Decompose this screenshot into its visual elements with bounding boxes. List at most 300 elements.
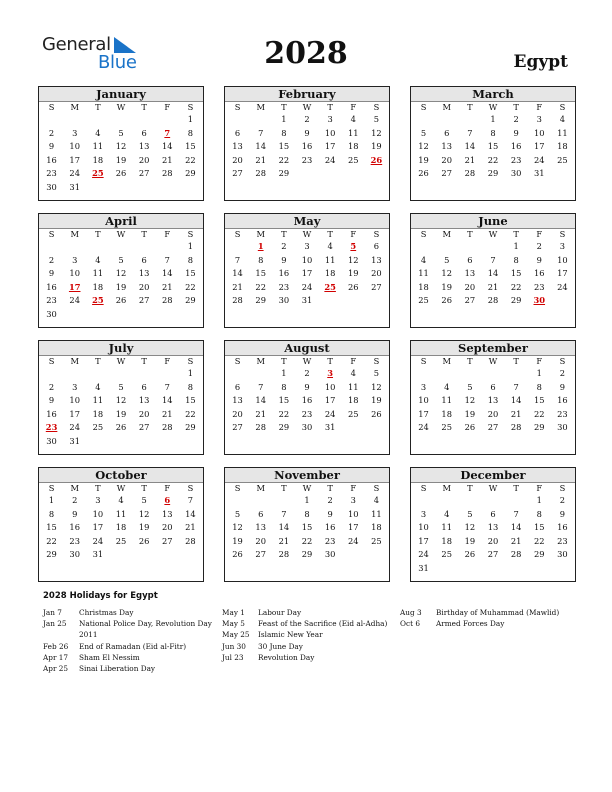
day-cell: 2: [327, 495, 333, 505]
day-cell: 17: [557, 268, 568, 278]
empty-cell: [40, 240, 63, 254]
holiday-entry: [222, 652, 397, 663]
holiday-name: End of Ramadan (Eid al-Fitr): [79, 641, 187, 651]
month-name: August: [225, 341, 389, 356]
holiday-date: Jun 30: [222, 641, 246, 651]
holiday-name: National Police Day, Revolution Day: [79, 619, 212, 629]
day-cell: 27: [138, 168, 150, 178]
holiday-entry: [222, 607, 397, 618]
day-cell: 16: [557, 395, 568, 405]
day-cell: 21: [510, 408, 522, 419]
day-cell: 13: [138, 395, 150, 405]
day-cell: 9: [72, 508, 78, 519]
day-cell: 5: [118, 127, 124, 138]
day-cell: 29: [46, 549, 57, 559]
day-cell: 4: [350, 114, 356, 124]
month-name: July: [39, 341, 203, 356]
day-cell: 23: [510, 154, 522, 165]
day-cell: 18: [441, 408, 452, 419]
weekday-header: T: [467, 483, 473, 493]
day-cell: 29: [185, 422, 196, 432]
month-june: [410, 213, 576, 328]
day-cell: 8: [48, 508, 55, 519]
day-cell: 13: [232, 141, 243, 151]
day-cell: 31: [92, 549, 104, 559]
day-cell: 14: [487, 268, 499, 278]
weekday-header: T: [141, 356, 147, 366]
weekday-header: T: [95, 483, 101, 493]
day-cell: 30: [46, 435, 57, 446]
day-cell: 22: [278, 408, 290, 419]
empty-cell: [133, 367, 156, 381]
day-cell: 4: [420, 254, 427, 265]
day-cell: 18: [92, 281, 104, 292]
holiday-date: May 1: [222, 608, 245, 617]
day-cell: 25: [441, 549, 452, 559]
day-cell: 8: [513, 254, 519, 265]
day-cell: 2: [304, 368, 310, 378]
day-cell: 15: [278, 141, 290, 151]
weekday-header: F: [350, 229, 357, 239]
weekday-header: S: [187, 229, 194, 239]
empty-cell: [435, 113, 458, 127]
day-cell: 18: [371, 522, 382, 532]
month-name: April: [39, 214, 203, 229]
weekday-header: T: [513, 356, 519, 366]
day-cell: 2: [48, 254, 55, 265]
day-cell: 27: [161, 535, 173, 546]
weekday-header: S: [373, 229, 380, 239]
weekday-header: T: [327, 229, 333, 239]
day-cell: 23: [69, 535, 80, 546]
day-cell: 11: [347, 127, 359, 138]
day-cell: 30: [557, 549, 568, 559]
weekday-header: F: [164, 229, 171, 239]
month-december: [410, 467, 576, 582]
month-name: December: [411, 468, 575, 483]
weekday-header: F: [350, 356, 357, 366]
day-cell: 19: [441, 281, 452, 292]
holiday-entry: [222, 629, 397, 640]
day-cell: 27: [487, 422, 499, 432]
weekday-header: M: [256, 102, 265, 112]
empty-cell: [435, 367, 458, 381]
day-cell: 6: [234, 127, 241, 138]
day-cell: 31: [301, 295, 313, 305]
day-cell: 12: [115, 141, 127, 151]
empty-cell: [156, 113, 179, 127]
day-cell: 30: [510, 168, 522, 178]
day-cell: 29: [255, 295, 266, 305]
day-cell: 20: [138, 154, 150, 165]
month-march: [410, 86, 576, 201]
day-cell: 22: [487, 154, 499, 165]
day-cell: 12: [347, 254, 359, 265]
day-cell: 4: [95, 381, 101, 392]
day-cell: 10: [324, 127, 336, 138]
day-cell: 23: [46, 295, 57, 305]
country-label: Egypt: [513, 52, 568, 72]
empty-cell: [249, 113, 272, 127]
day-cell: 6: [444, 127, 450, 138]
day-cell: 1: [187, 241, 194, 251]
day-cell: 14: [161, 141, 173, 151]
day-cell: 21: [487, 281, 499, 292]
weekday-header: F: [350, 483, 357, 493]
weekday-header: S: [234, 229, 241, 239]
day-cell: 3: [536, 114, 542, 124]
day-cell: 23: [557, 408, 568, 419]
page-title-year: 2028: [264, 36, 348, 71]
day-cell: 6: [234, 381, 241, 392]
day-cell: 21: [185, 522, 196, 532]
day-cell: 10: [301, 254, 313, 265]
day-cell: 6: [373, 241, 380, 251]
day-cell: 12: [138, 508, 150, 519]
day-cell: 5: [141, 495, 147, 505]
month-name: November: [225, 468, 389, 483]
empty-cell: [40, 113, 63, 127]
month-name: September: [411, 341, 575, 356]
day-cell: 3: [72, 254, 78, 265]
day-cell: 22: [533, 408, 545, 419]
day-cell: 26: [464, 422, 476, 432]
day-cell: 3: [304, 241, 310, 251]
day-cell: 8: [281, 127, 287, 138]
weekday-header: T: [327, 356, 333, 366]
holiday-entry: [43, 663, 218, 674]
day-cell: 17: [69, 154, 80, 165]
weekday-header: T: [281, 102, 287, 112]
day-cell: 24: [347, 535, 359, 546]
holiday-entry: [400, 607, 570, 618]
day-cell: 25: [441, 422, 452, 432]
weekday-header: M: [70, 356, 79, 366]
day-cell: 11: [347, 381, 359, 392]
day-cell: 18: [347, 395, 359, 405]
holiday-name: Sham El Nessim: [79, 652, 140, 662]
month-days-grid: [39, 102, 203, 194]
empty-cell: [458, 494, 481, 508]
holiday-day-cell: 30: [533, 295, 546, 305]
holiday-day-cell: 26: [370, 154, 383, 165]
day-cell: 14: [464, 141, 476, 151]
day-cell: 28: [510, 549, 522, 559]
day-cell: 15: [46, 522, 57, 532]
day-cell: 12: [371, 127, 382, 138]
empty-cell: [505, 367, 528, 381]
day-cell: 8: [187, 381, 194, 392]
day-cell: 25: [92, 422, 104, 432]
holiday-day-cell: 25: [92, 295, 104, 305]
day-cell: 22: [278, 154, 290, 165]
day-cell: 3: [95, 495, 101, 505]
day-cell: 20: [487, 535, 499, 546]
day-cell: 24: [69, 168, 80, 178]
day-cell: 28: [161, 168, 173, 178]
day-cell: 28: [185, 535, 196, 546]
day-cell: 7: [281, 508, 287, 519]
day-cell: 12: [115, 395, 127, 405]
day-cell: 17: [533, 141, 545, 151]
day-cell: 22: [46, 535, 57, 546]
weekday-header: T: [513, 102, 519, 112]
weekday-header: M: [70, 102, 79, 112]
holiday-day-cell: 3: [327, 368, 334, 378]
month-days-grid: [411, 483, 575, 575]
day-cell: 9: [559, 508, 566, 519]
day-cell: 9: [513, 127, 519, 138]
empty-cell: [109, 240, 132, 254]
holiday-date: Feb 26: [43, 641, 69, 651]
day-cell: 31: [69, 435, 80, 446]
day-cell: 6: [490, 508, 496, 519]
weekday-header: F: [164, 102, 171, 112]
day-cell: 16: [324, 522, 336, 532]
day-cell: 20: [487, 408, 499, 419]
day-cell: 13: [487, 395, 499, 405]
empty-cell: [86, 367, 109, 381]
weekday-header: S: [48, 356, 55, 366]
day-cell: 2: [304, 114, 310, 124]
day-cell: 29: [487, 168, 499, 178]
weekday-header: F: [536, 483, 543, 493]
day-cell: 19: [371, 141, 382, 151]
empty-cell: [40, 367, 63, 381]
day-cell: 14: [278, 522, 290, 532]
day-cell: 10: [92, 508, 104, 519]
day-cell: 26: [464, 549, 476, 559]
month-name: October: [39, 468, 203, 483]
day-cell: 1: [187, 368, 194, 378]
day-cell: 16: [301, 395, 313, 405]
day-cell: 5: [420, 127, 427, 138]
day-cell: 10: [533, 127, 545, 138]
day-cell: 16: [278, 268, 290, 278]
day-cell: 11: [324, 254, 336, 265]
day-cell: 7: [164, 254, 170, 265]
day-cell: 14: [255, 141, 266, 151]
day-cell: 21: [161, 154, 173, 165]
day-cell: 28: [278, 549, 290, 559]
day-cell: 11: [371, 508, 382, 519]
day-cell: 9: [559, 381, 566, 392]
weekday-header: T: [281, 483, 287, 493]
day-cell: 25: [418, 295, 429, 305]
weekday-header: T: [281, 356, 287, 366]
weekday-header: T: [141, 229, 147, 239]
holiday-entry: [222, 618, 397, 629]
weekday-header: T: [95, 102, 101, 112]
day-cell: 27: [232, 422, 243, 432]
day-cell: 4: [350, 368, 356, 378]
day-cell: 6: [141, 127, 147, 138]
day-cell: 2: [513, 114, 519, 124]
day-cell: 9: [536, 254, 542, 265]
month-october: [38, 467, 204, 582]
day-cell: 19: [138, 522, 150, 532]
day-cell: 29: [510, 295, 522, 305]
day-cell: 19: [115, 154, 127, 165]
holiday-name: Labour Day: [258, 608, 302, 617]
weekday-header: F: [164, 356, 171, 366]
holiday-entry: [222, 641, 397, 652]
day-cell: 27: [232, 168, 243, 178]
day-cell: 13: [138, 268, 150, 278]
weekday-header: W: [302, 229, 312, 239]
month-days-grid: [411, 102, 575, 181]
day-cell: 7: [258, 381, 264, 392]
weekday-header: S: [373, 356, 380, 366]
day-cell: 16: [557, 522, 568, 532]
day-cell: 11: [441, 395, 452, 405]
day-cell: 11: [418, 268, 429, 278]
empty-cell: [226, 367, 249, 381]
holiday-entry: [43, 629, 218, 640]
day-cell: 9: [48, 395, 55, 405]
weekday-header: W: [302, 483, 312, 493]
weekday-header: T: [467, 229, 473, 239]
empty-cell: [109, 113, 132, 127]
day-cell: 21: [510, 535, 522, 546]
empty-cell: [435, 494, 458, 508]
day-cell: 9: [327, 508, 333, 519]
weekday-header: S: [420, 229, 427, 239]
day-cell: 2: [536, 241, 542, 251]
day-cell: 15: [487, 141, 499, 151]
day-cell: 23: [278, 281, 290, 292]
holiday-day-cell: 17: [68, 281, 81, 292]
day-cell: 10: [69, 395, 80, 405]
day-cell: 3: [559, 241, 566, 251]
day-cell: 4: [444, 381, 450, 392]
day-cell: 14: [232, 268, 243, 278]
day-cell: 25: [347, 154, 359, 165]
day-cell: 23: [301, 408, 313, 419]
holiday-day-cell: 1: [257, 241, 264, 251]
weekday-header: S: [559, 229, 566, 239]
day-cell: 9: [48, 268, 55, 278]
day-cell: 24: [301, 281, 313, 292]
day-cell: 8: [536, 381, 542, 392]
day-cell: 16: [46, 281, 57, 292]
day-cell: 24: [557, 281, 568, 292]
day-cell: 18: [347, 141, 359, 151]
holiday-date: Apr 25: [43, 664, 69, 674]
day-cell: 5: [373, 114, 380, 124]
day-cell: 28: [161, 422, 173, 432]
day-cell: 14: [510, 522, 522, 532]
holiday-date: Aug 3: [400, 608, 422, 617]
day-cell: 3: [72, 381, 78, 392]
empty-cell: [412, 494, 435, 508]
day-cell: 15: [185, 268, 196, 278]
weekday-header: F: [164, 483, 171, 493]
day-cell: 17: [324, 395, 336, 405]
day-cell: 28: [255, 422, 266, 432]
day-cell: 19: [232, 535, 243, 546]
day-cell: 31: [324, 422, 336, 432]
day-cell: 30: [69, 549, 80, 559]
day-cell: 9: [304, 127, 310, 138]
day-cell: 24: [69, 295, 80, 305]
day-cell: 11: [115, 508, 127, 519]
month-february: [224, 86, 390, 201]
day-cell: 20: [255, 535, 266, 546]
day-cell: 6: [467, 254, 473, 265]
day-cell: 8: [490, 127, 496, 138]
day-cell: 8: [304, 508, 310, 519]
holiday-date: Jan 25: [43, 619, 67, 629]
holiday-day-cell: 6: [164, 495, 171, 505]
day-cell: 22: [185, 154, 196, 165]
day-cell: 7: [490, 254, 496, 265]
day-cell: 27: [138, 422, 150, 432]
day-cell: 14: [185, 508, 196, 519]
holiday-day-cell: 25: [92, 168, 104, 178]
day-cell: 1: [490, 114, 496, 124]
weekday-header: T: [281, 229, 287, 239]
day-cell: 17: [69, 408, 80, 419]
day-cell: 30: [278, 295, 290, 305]
day-cell: 16: [46, 408, 57, 419]
month-days-grid: [225, 102, 389, 181]
day-cell: 24: [418, 422, 429, 432]
day-cell: 5: [234, 508, 241, 519]
weekday-header: S: [420, 483, 427, 493]
day-cell: 2: [48, 381, 55, 392]
day-cell: 29: [533, 549, 545, 559]
weekday-header: M: [256, 356, 265, 366]
day-cell: 5: [118, 381, 124, 392]
day-cell: 19: [115, 408, 127, 419]
holiday-name: Christmas Day: [79, 608, 134, 617]
month-days-grid: [411, 356, 575, 435]
day-cell: 17: [324, 141, 336, 151]
day-cell: 28: [255, 168, 266, 178]
day-cell: 1: [281, 368, 287, 378]
day-cell: 29: [301, 549, 313, 559]
day-cell: 13: [371, 254, 382, 265]
day-cell: 5: [467, 508, 473, 519]
day-cell: 7: [513, 508, 519, 519]
day-cell: 24: [324, 154, 336, 165]
day-cell: 12: [418, 141, 429, 151]
day-cell: 24: [324, 408, 336, 419]
day-cell: 30: [46, 181, 57, 192]
weekday-header: S: [559, 483, 566, 493]
holiday-day-cell: 23: [45, 422, 58, 432]
day-cell: 2: [559, 368, 566, 378]
day-cell: 13: [161, 508, 173, 519]
day-cell: 26: [115, 295, 127, 305]
weekday-header: T: [141, 102, 147, 112]
day-cell: 3: [327, 114, 333, 124]
day-cell: 8: [281, 381, 287, 392]
day-cell: 14: [161, 268, 173, 278]
empty-cell: [481, 240, 504, 254]
day-cell: 30: [557, 422, 568, 432]
day-cell: 12: [232, 522, 243, 532]
day-cell: 15: [185, 141, 196, 151]
holiday-column: [400, 607, 570, 629]
empty-cell: [481, 367, 504, 381]
day-cell: 23: [533, 281, 545, 292]
day-cell: 20: [441, 154, 452, 165]
day-cell: 1: [48, 495, 55, 505]
day-cell: 5: [373, 368, 380, 378]
month-august: [224, 340, 390, 455]
